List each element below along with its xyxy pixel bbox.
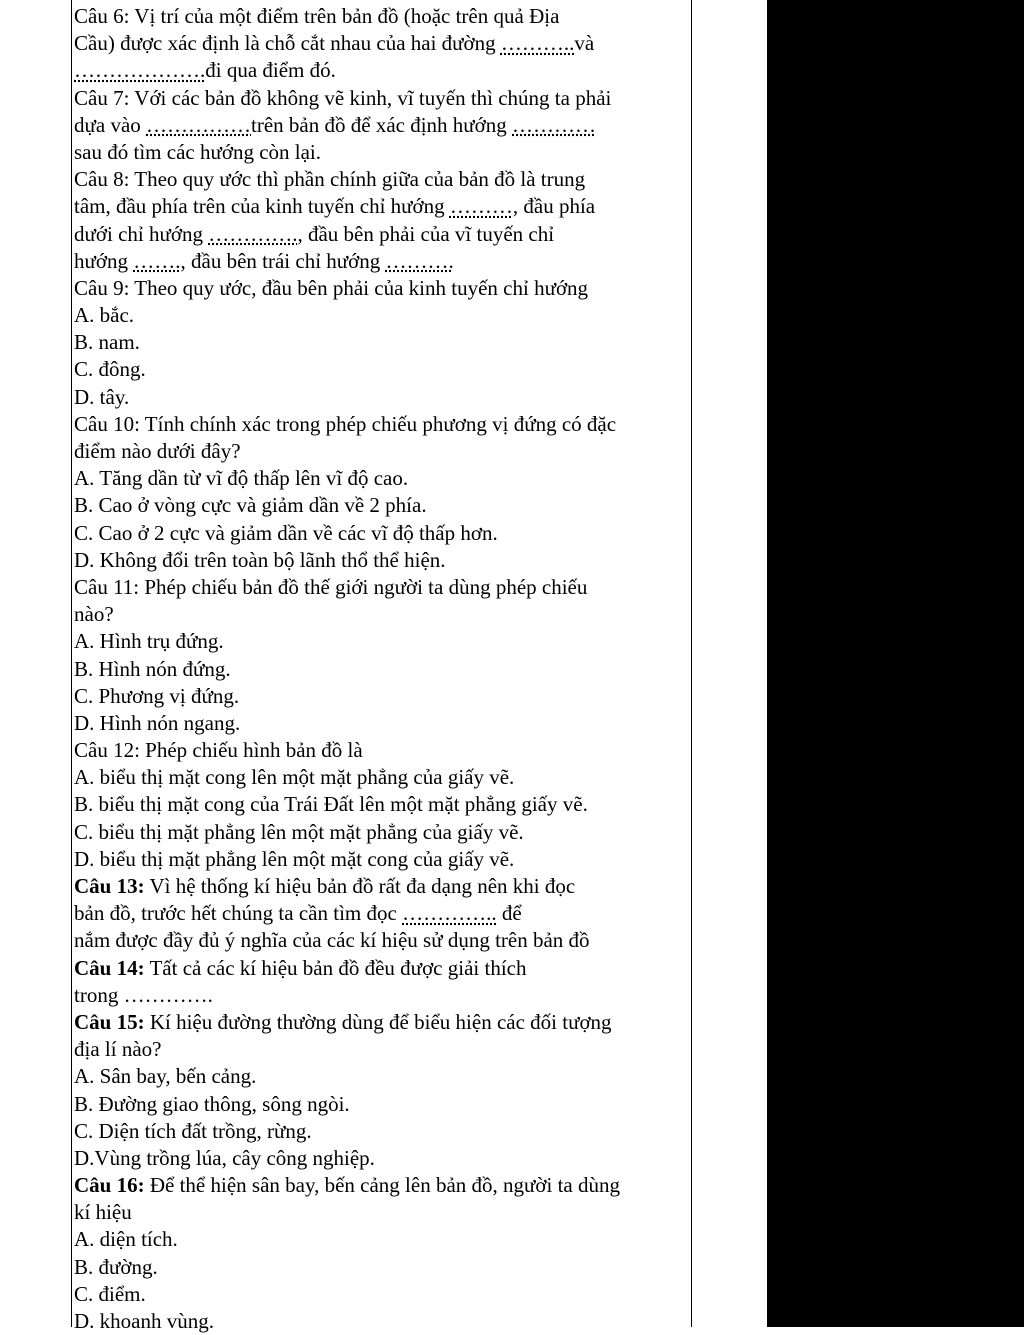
q16-line-2: [74, 1199, 690, 1226]
text-segment: A. Sân bay, bến cảng.: [74, 1064, 257, 1089]
fill-in-blank: ……….: [385, 248, 454, 273]
text-segment: C. điểm.: [74, 1281, 146, 1306]
text-segment: , đầu phía: [512, 194, 596, 219]
text-segment: , đầu bên trái chỉ hướng: [180, 248, 386, 273]
q7-line-2: [74, 112, 690, 139]
q6-line-1: [74, 3, 690, 30]
q13-line-2: [74, 900, 690, 927]
fill-in-blank: ……………: [146, 112, 252, 137]
text-segment: A. diện tích.: [74, 1227, 178, 1252]
q8-line-3: [74, 221, 690, 248]
q10-opt-a: [74, 465, 690, 492]
q15-opt-a: [74, 1063, 690, 1090]
q12-line-1: [74, 737, 690, 764]
q16-line-1: [74, 1172, 690, 1199]
text-segment: A. Tăng dần từ vĩ độ thấp lên vĩ độ cao.: [74, 466, 409, 491]
q15-opt-b: [74, 1091, 690, 1118]
q6-line-3: [74, 57, 690, 84]
q10-opt-c: [74, 520, 690, 547]
text-segment: đi qua điểm đó.: [205, 58, 336, 83]
text-segment: Câu 7: Với các bản đồ không vẽ kinh, vĩ tuyến thì chúng ta phải: [74, 85, 612, 110]
text-segment: B. đường.: [74, 1254, 158, 1279]
q12-opt-c: [74, 819, 690, 846]
q6-line-2: [74, 30, 690, 57]
text-segment: C. biểu thị mặt phẳng lên một mặt phẳng của giấy vẽ.: [74, 819, 524, 844]
q11-line-1: [74, 574, 690, 601]
text-segment: A. bắc.: [74, 303, 135, 328]
text-segment: B. Đường giao thông, sông ngòi.: [74, 1091, 350, 1116]
q14-line-2: [74, 982, 690, 1009]
text-segment: kí hiệu: [74, 1200, 132, 1225]
text-segment: Để thể hiện sân bay, bến cảng lên bản đồ, người ta dùng: [144, 1173, 621, 1198]
q10-line-1: [74, 411, 690, 438]
text-segment: C. Phương vị đứng.: [74, 683, 240, 708]
q9-opt-a: [74, 302, 690, 329]
question-list: [74, 3, 690, 1335]
q15-line-2: [74, 1036, 690, 1063]
text-segment: hướng: [74, 248, 134, 273]
text-segment: D. tây.: [74, 384, 130, 409]
text-segment: C. đông.: [74, 357, 146, 382]
fill-in-blank: ………: [449, 194, 513, 219]
text-segment: trong ………….: [74, 982, 213, 1007]
text-segment: B. Cao ở vòng cực và giảm dần về 2 phía.: [74, 493, 427, 518]
fill-in-blank: ……………….: [74, 58, 206, 83]
fill-in-blank: …………..: [402, 901, 497, 926]
fill-in-blank: ………….: [208, 221, 298, 246]
text-segment: Câu 9: Theo quy ước, đầu bên phải của kinh tuyến chỉ hướng: [74, 275, 589, 300]
text-segment: B. nam.: [74, 330, 140, 355]
q11-opt-b: [74, 656, 690, 683]
text-segment: tâm, đầu phía trên của kinh tuyến chỉ hướng: [74, 194, 450, 219]
q8-line-1: [74, 166, 690, 193]
q8-line-4: [74, 248, 690, 275]
fill-in-blank: …….: [133, 248, 181, 273]
question-number: Câu 14:: [74, 955, 145, 980]
text-segment: Câu 8: Theo quy ước thì phần chính giữa của bản đồ là trung: [74, 167, 586, 192]
text-segment: trên bản đồ để xác định hướng: [251, 112, 513, 137]
text-segment: D. khoanh vùng.: [74, 1309, 214, 1333]
text-segment: Vì hệ thống kí hiệu bản đồ rất đa dạng nên khi đọc: [144, 874, 576, 898]
black-side-bar: [767, 0, 1024, 1327]
text-segment: địa lí nào?: [74, 1037, 162, 1062]
text-segment: để: [496, 901, 522, 926]
q16-opt-d: [74, 1308, 690, 1335]
text-segment: và: [574, 31, 595, 56]
q11-line-2: [74, 601, 690, 628]
text-segment: dưới chỉ hướng: [74, 221, 209, 246]
text-segment: sau đó tìm các hướng còn lại.: [74, 139, 322, 164]
text-segment: Kí hiệu đường thường dùng để biểu hiện các đối tượng: [144, 1009, 612, 1034]
q11-opt-c: [74, 683, 690, 710]
text-segment: C. Cao ở 2 cực và giảm dần về các vĩ độ thấp hơn.: [74, 520, 498, 545]
text-segment: điểm nào dưới đây?: [74, 439, 241, 463]
text-segment: Câu 10: Tính chính xác trong phép chiếu phương vị đứng có đặc: [74, 411, 617, 436]
text-segment: B. biểu thị mặt cong của Trái Đất lên một mặt phẳng giấy vẽ.: [74, 792, 588, 817]
text-segment: Câu 6: Vị trí của một điểm trên bản đồ (hoặc trên quả Địa: [74, 4, 560, 28]
q15-opt-c: [74, 1118, 690, 1145]
text-segment: Tất cả các kí hiệu bản đồ đều được giải thích: [144, 955, 527, 980]
text-segment: nào?: [74, 602, 114, 627]
q12-opt-a: [74, 764, 690, 791]
q11-opt-d: [74, 710, 690, 737]
question-number: Câu 15:: [74, 1009, 145, 1034]
text-segment: Câu 12: Phép chiếu hình bản đồ là: [74, 738, 363, 763]
q9-opt-d: [74, 384, 690, 411]
q11-opt-a: [74, 628, 690, 655]
q7-line-3: [74, 139, 690, 166]
text-segment: Câu 11: Phép chiếu bản đồ thế giới người ta dùng phép chiếu: [74, 574, 588, 599]
q9-opt-c: [74, 356, 690, 383]
q16-opt-a: [74, 1226, 690, 1253]
fill-in-blank: ………..: [500, 31, 575, 56]
text-segment: , đầu bên phải của vĩ tuyến chỉ: [297, 221, 555, 246]
q10-opt-b: [74, 492, 690, 519]
text-segment: B. Hình nón đứng.: [74, 656, 231, 681]
q16-opt-c: [74, 1281, 690, 1308]
q10-line-2: [74, 438, 690, 465]
q16-opt-b: [74, 1254, 690, 1281]
text-segment: D. Hình nón ngang.: [74, 710, 241, 735]
q15-line-1: [74, 1009, 690, 1036]
text-segment: D.Vùng trồng lúa, cây công nghiệp.: [74, 1145, 375, 1170]
q12-opt-b: [74, 791, 690, 818]
q7-line-1: [74, 85, 690, 112]
q15-opt-d: [74, 1145, 690, 1172]
text-segment: bản đồ, trước hết chúng ta cần tìm đọc: [74, 901, 403, 926]
q12-opt-d: [74, 846, 690, 873]
q14-line-1: [74, 955, 690, 982]
text-segment: dựa vào: [74, 112, 147, 137]
q8-line-2: [74, 193, 690, 220]
q13-line-3: [74, 927, 690, 954]
text-segment: A. biểu thị mặt cong lên một mặt phẳng của giấy vẽ.: [74, 765, 515, 790]
question-number: Câu 13:: [74, 874, 145, 898]
text-segment: D. biểu thị mặt phẳng lên một mặt cong của giấy vẽ.: [74, 846, 515, 871]
text-segment: C. Diện tích đất trồng, rừng.: [74, 1118, 312, 1143]
q9-line-1: [74, 275, 690, 302]
text-segment: A. Hình trụ đứng.: [74, 629, 224, 654]
fill-in-blank: …………: [512, 112, 597, 137]
text-segment: nắm được đầy đủ ý nghĩa của các kí hiệu sử dụng trên bản đồ: [74, 928, 590, 953]
question-number: Câu 16:: [74, 1173, 145, 1198]
text-segment: D. Không đổi trên toàn bộ lãnh thổ thể hiện.: [74, 547, 446, 572]
q10-opt-d: [74, 547, 690, 574]
text-segment: Cầu) được xác định là chỗ cắt nhau của hai đường: [74, 31, 501, 56]
q9-opt-b: [74, 329, 690, 356]
q13-line-1: [74, 873, 690, 900]
